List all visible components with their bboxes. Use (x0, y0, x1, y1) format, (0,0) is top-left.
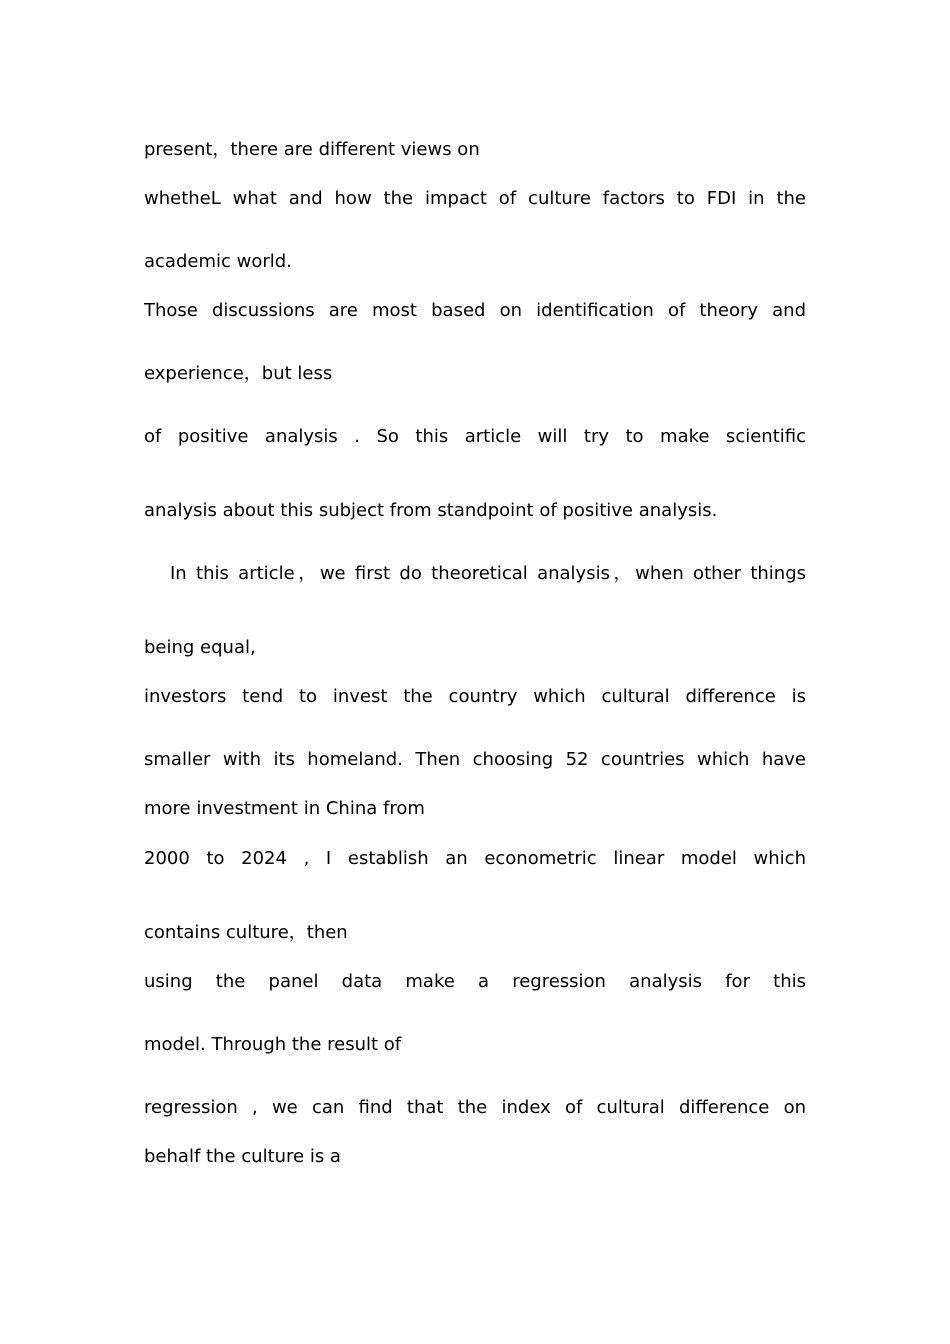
text-line: In this article，we first do theoretical analysis，when other things (170, 563, 806, 584)
text-line: smaller with its homeland. Then choosing 52 countries which have (144, 749, 806, 770)
text-line: being equal, (144, 637, 256, 658)
text-line: present，there are different views on (144, 139, 480, 160)
text-line: whetheL what and how the impact of culture factors to FDI in the (144, 188, 806, 209)
text-line: using the panel data make a regression analysis for this (144, 971, 806, 992)
text-line: experience，but less (144, 363, 333, 384)
text-line: contains culture，then (144, 922, 348, 943)
text-line: 2000 to 2024 , I establish an econometric linear model which (144, 848, 806, 869)
text-line: more investment in China from (144, 798, 425, 819)
text-line: academic world. (144, 251, 292, 272)
text-line: behalf the culture is a (144, 1146, 341, 1167)
text-line: Those discussions are most based on identification of theory and (144, 300, 806, 321)
text-line: of positive analysis . So this article will try to make scientific (144, 426, 806, 447)
text-line: regression , we can find that the index of cultural difference on (144, 1097, 806, 1118)
text-line: model. Through the result of (144, 1034, 402, 1055)
text-line: investors tend to invest the country which cultural difference is (144, 686, 806, 707)
text-line: analysis about this subject from standpoint of positive analysis. (144, 500, 718, 521)
